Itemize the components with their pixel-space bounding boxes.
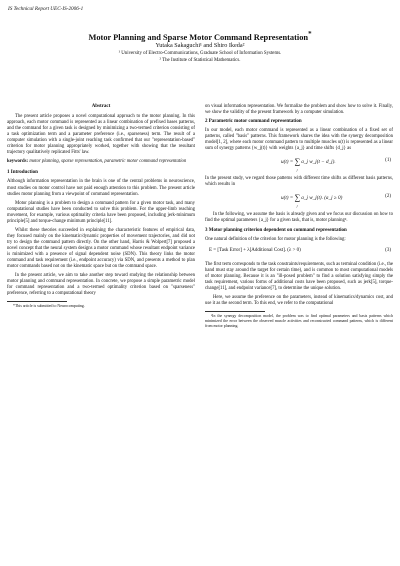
sum-index: j xyxy=(296,168,298,173)
section-3-paragraph: One natural definition of the criterion for motor planning is the following: xyxy=(205,236,346,242)
equation-1-expression xyxy=(281,157,336,173)
section-3-paragraph: The first term corresponds to the task constraints/requirements, such as terminal condition (i.e., the hand must stay around the target for certain time), and is common to most computational models of motor planning. Because it is an "ill-posed problem" to find a solution satisfying simply the task requirement, various forms of additional costs have been proposed, such as jerk[5], torque-change[11], and endpoint variance[7], to determine the unique solution. xyxy=(205,261,393,291)
section-2-paragraph: In the following, we assume the basis is already given and we focus our discussion on how to find the optimal parameters {a_j} for a given task, that is, motor planning³. xyxy=(205,212,393,224)
intro-paragraph: Whilst these theories succeeded in explaining the characteristic features of empirical data, they focused mainly on the kinematic/dynamic properties of movement trajectories, and did not try to design the command pattern directly. On the other hand, Harris & Wolpert[7] proposed a novel concept that the neural system designs a motor command whose resultant endpoint variance is minimized with a presence of signal dependent noise (SDN). This theory links the motor command and task requirement (i.e., endpoint accuracy) via SDN, and presents a method to plan motor commands based not on the kinematic space but on the command space. xyxy=(7,227,195,270)
equation-2-rhs: a_j w_j(t). (a_j ≥ 0) xyxy=(301,195,343,202)
section-2-paragraph: In our model, each motor command is represented as a linear combination of a fixed set of patterns, called "basis" patterns. This framework shares the idea with the synergy decomposition model[1, 2], where each motor command pattern to multiple muscles u(t) is represented as a linear sum of synergy patterns {w_j(t)} with weights {a_j} and time shifts {d_j} as xyxy=(205,128,393,152)
intro-heading: 1 Introduction xyxy=(7,170,38,176)
keywords-label: keywords: xyxy=(7,159,29,165)
equation-3-number: (3) xyxy=(385,247,391,253)
abstract-heading: Abstract xyxy=(91,104,111,109)
paper-authors: Yutaka Sakaguchi¹ and Shiro Ikeda² xyxy=(155,42,245,49)
equation-1 xyxy=(205,155,393,172)
intro-paragraph: Motor planning is a problem to design a command pattern for a given motor task, and many computational studies have been conducted to solve this problem. For the upper-limb reaching movement, for example, various optimality criteria have been proposed, including jerk-minimum principle[5] and torque-change minimum principle[11]. xyxy=(7,200,195,224)
keywords xyxy=(7,159,195,165)
left-column xyxy=(7,104,195,309)
keywords-text: motor planning, sparse representation, parametric motor command representation xyxy=(29,159,187,165)
abstract-text: The present article proposes a novel computational approach to the motor planning. In this approach, each motor command is represented as a linear combination of prefixed bases patterns, and the command for a given task is designed by minimizing a two-termed criterion consisting of a task optimization term and a parameter preference (i.e., sparseness) term. The result of a computer simulation with a single-joint reaching task confirmed that our "representation-based" criterion for motor planning appropriately worked, together with showing that the resultant trajectory qualitatively replicated Fitts' law. xyxy=(7,114,195,156)
paper-title xyxy=(20,30,380,42)
equation-1-rhs: a_j w_j(t − d_j). xyxy=(301,159,336,166)
sum-symbol: ∑ j xyxy=(294,157,301,173)
sum-symbol: ∑ j xyxy=(294,193,301,209)
equation-1-lhs: u(t) = xyxy=(281,159,295,166)
affiliation-1: ¹ University of Electro-Communications, Graduate School of Information Systems. xyxy=(118,51,282,56)
affiliation-2: ² The Institute of Statistical Mathematics. xyxy=(159,58,241,63)
footnote-synergy: ³In the synergy decomposition model, the problem was to find optimal parameters and basis patterns which minimized the error between the observed muscle activities and reconstructed command patterns, which is different from motor planning. xyxy=(205,313,393,328)
equation-3 xyxy=(205,246,393,258)
sum-index: j xyxy=(296,204,298,209)
section-2-heading: 2 Parametric motor command representation xyxy=(205,119,302,125)
section-3-paragraph: Here, we assume the preference on the parameters, instead of kinematics/dynamics cost, and use it as the second term. To this end, we refer to the computational xyxy=(205,294,393,306)
section-3-heading: 3 Motor planning criterion dependent on command representation xyxy=(205,227,347,233)
equation-2-lhs: u(t) = xyxy=(281,195,295,202)
equation-2 xyxy=(205,191,393,208)
footnote-rule xyxy=(7,301,67,302)
report-number: IS Technical Report UEC-IS-2006-1 xyxy=(8,6,84,12)
equation-2-number: (2) xyxy=(385,194,391,200)
section-2-paragraph: In the present study, we regard those patterns with different time shifts as different basis patterns, which results in xyxy=(205,176,393,188)
paper-title-text: Motor Planning and Sparse Motor Command Representation xyxy=(88,32,309,42)
right-column xyxy=(205,104,393,328)
equation-3-expression: E = [Task Error] + λ[Additional Cost]. (λ > 0) xyxy=(209,247,301,253)
intro-paragraph: In the present article, we aim to take another step toward studying the relationship between motor planning and command representation. In concrete, we propose a simple parametric model for command representation and a two-termed optimality criterion based on "sparseness" preference, referring to a computational theory xyxy=(7,273,195,297)
footnote-submission: *This article is submitted to Neurocomputing. xyxy=(13,304,85,309)
equation-2-expression xyxy=(281,193,343,209)
intro-paragraph: Although information representation in the brain is one of the central problems in neuroscience, most studies on motor control have not paid enough attention to this problem. The present article studies motor planning from a viewpoint of command representation. xyxy=(7,179,195,197)
equation-1-number: (1) xyxy=(385,158,391,164)
abstract-continuation: on visual information representation. We formalize the problem and show how to solve it. Finally, we show the validity of the present framework by a computer simulation. xyxy=(205,104,393,116)
title-footnote-mark: * xyxy=(308,30,312,38)
footnote-rule xyxy=(205,311,265,312)
